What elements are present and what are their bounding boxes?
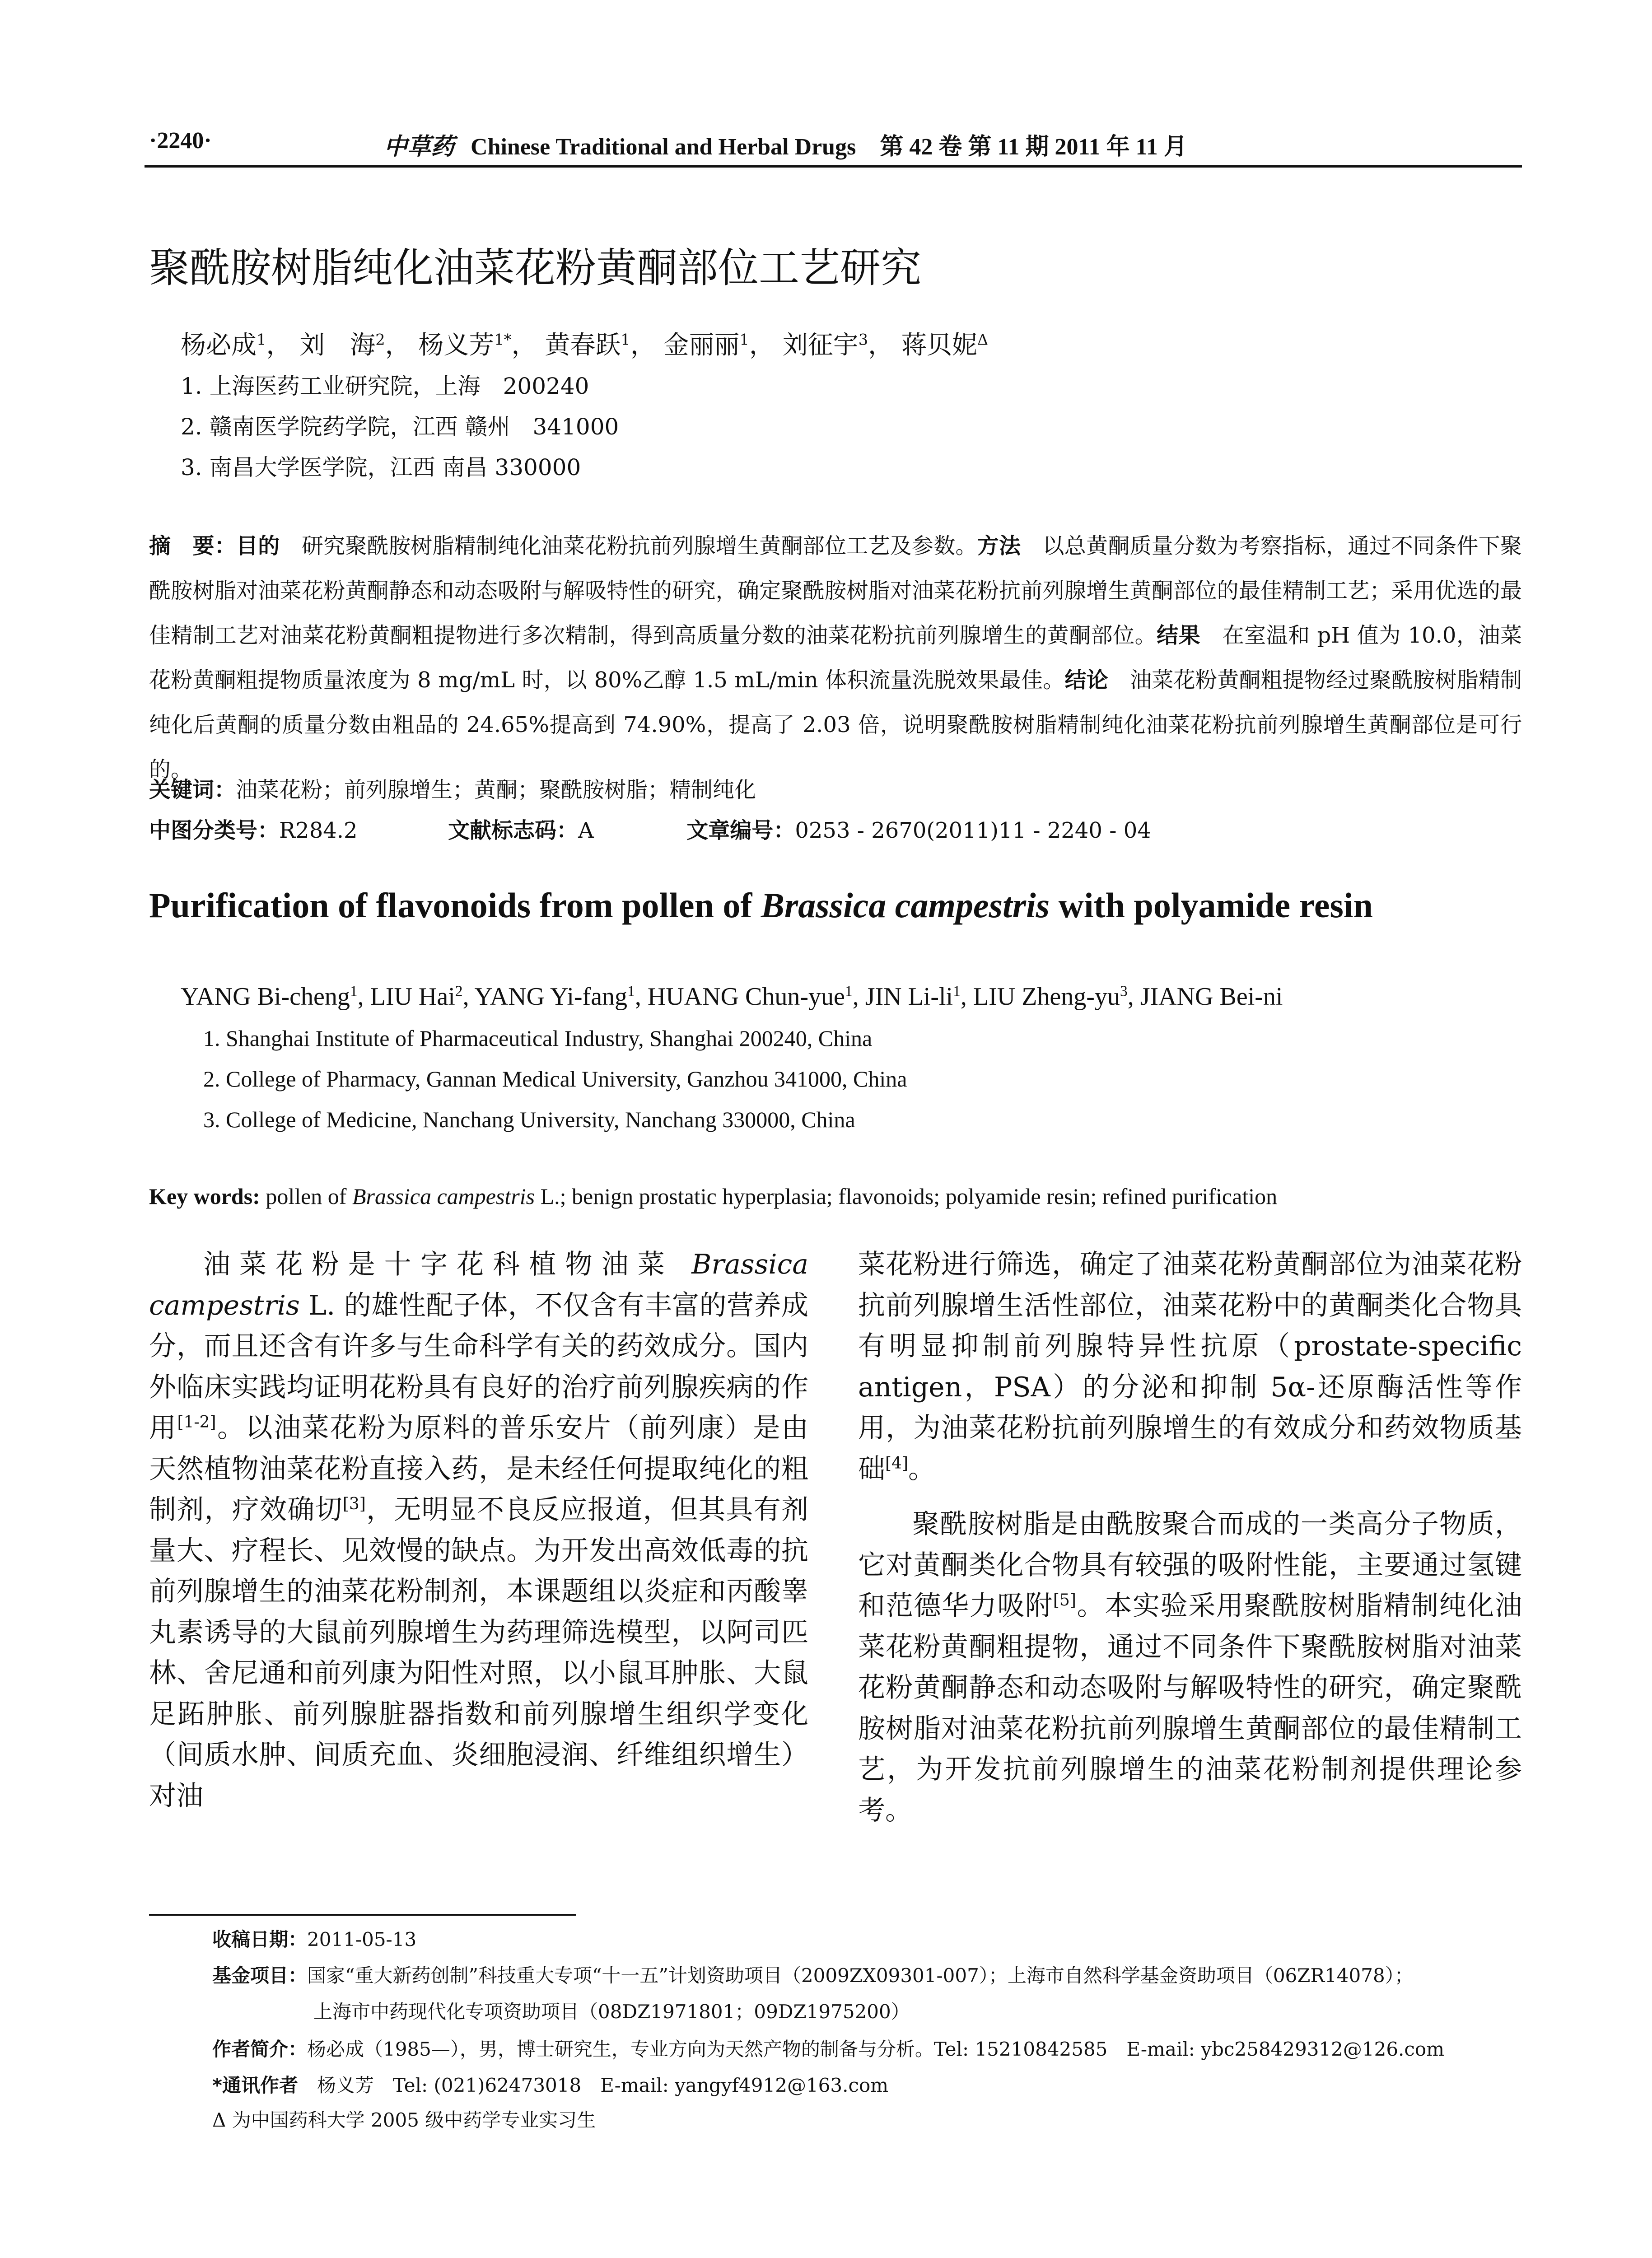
copyright-strip — [0, 2256, 1265, 2258]
keywords-cn: 关键词：油菜花粉；前列腺增生；黄酮；聚酰胺树脂；精制纯化 — [149, 777, 756, 802]
author: YANG Bi-cheng — [181, 983, 350, 1011]
title-en: Purification of flavonoids from pollen of Brassica campestris with polyamide resin — [149, 886, 1373, 925]
author: JIN Li-li — [865, 983, 953, 1011]
classification-line: 中图分类号：R284.2 文献标志码：A 文章编号：0253 - 2670(2011)11 - 2240 - 04 — [149, 818, 1151, 843]
journal-name — [384, 127, 1187, 161]
body-column-right — [858, 1244, 1522, 1831]
affiliation-cn: 3. 南昌大学医学院，江西 南昌 330000 — [181, 454, 581, 481]
author: 蒋贝妮 — [901, 331, 977, 360]
body-paragraph: 油菜花粉是十字花科植物油菜 Brassica campestris L. 的雄性配子体，不仅含有丰富的营养成分，而且还含有许多与生命科学有关的药效成分。国内外临床实践均证明花粉具有良好的治疗前列腺疾病的作用[1-2]。以油菜花粉为原料的普乐安片（前列康）是由天然植物油菜花粉直接入药，是未经任何提取纯化的粗制剂，疗效确切[3]，无明显不良反应报道，但其具有剂量大、疗程长、见效慢的缺点。为开发出高效低毒的抗前列腺增生的油菜花粉制剂，本课题组以炎症和丙酸睾丸素诱导的大鼠前列腺增生为药理筛选模型，以阿司匹林、舍尼通和前列康为阳性对照，以小鼠耳肿胀、大鼠足跖肿胀、前列腺脏器指数和前列腺增生组织学变化（间质水肿、间质充血、炎细胞浸润、纤维组织增生）对油 — [149, 1249, 809, 1812]
author: YANG Yi-fang — [474, 983, 628, 1011]
footnote-received: 收稿日期：2011-05-13 — [212, 1928, 417, 1950]
footnote-corresponding: *通讯作者 杨义芳 Tel: (021)62473018 E-mail: yangyf4912@163.com — [212, 2074, 889, 2096]
body-paragraph: 聚酰胺树脂是由酰胺聚合而成的一类高分子物质，它对黄酮类化合物具有较强的吸附性能，主要通过氢键和范德华力吸附[5]。本实验采用聚酰胺树脂精制纯化油菜花粉黄酮粗提物，通过不同条件下聚酰胺树脂对油菜花粉黄酮静态和动态吸附与解吸特性的研究，确定聚酰胺树脂对油菜花粉抗前列腺增生黄酮部位的最佳精制工艺，为开发抗前列腺增生的油菜花粉制剂提供理论参考。 — [858, 1508, 1522, 1826]
author: JIANG Bei-ni — [1140, 983, 1283, 1011]
body-paragraph: 菜花粉进行筛选，确定了油菜花粉黄酮部位为油菜花粉抗前列腺增生活性部位，油菜花粉中的黄酮类化合物具有明显抑制前列腺特异性抗原（prostate-specific antigen，PSA）的分泌和抑制 5α-还原酶活性等作用，为油菜花粉抗前列腺增生的有效成分和药效物质基础[4]。 — [858, 1249, 1522, 1485]
author: 黄春跃 — [545, 331, 621, 360]
footnote-delta: Δ 为中国药科大学 2005 级中药学专业实习生 — [212, 2109, 596, 2131]
journal-name-cn: 中草药 — [384, 133, 455, 160]
affiliation-cn: 2. 赣南医学院药学院，江西 赣州 341000 — [181, 414, 619, 440]
affiliation-en: 2. College of Pharmacy, Gannan Medical University, Ganzhou 341000, China — [203, 1066, 907, 1092]
authors-en: YANG Bi-cheng$^1$, LIU Hai$^2$, YANG Yi-fang$^1$, HUANG Chun-yue$^1$, JIN $Li-li^1$, LIU Zheng-$yu^3$, JIANG Bei-ni — [181, 983, 1283, 1011]
authors-cn: 杨必成$^1$， 刘 海$^2$， 杨义芳$^{1*}$， 黄春跃$^1$， 金丽丽$^1$， 刘征宇$^3$， 蒋贝妮$^\Delta$ — [181, 331, 989, 360]
affiliation-en: 3. College of Medicine, Nanchang University, Nanchang 330000, China — [203, 1107, 855, 1132]
author: 杨必成 — [181, 331, 257, 360]
abstract-cn: 摘 要：目的 研究聚酰胺树脂精制纯化油菜花粉抗前列腺增生黄酮部位工艺及参数。方法 以总黄酮质量分数为考察指标，通过不同条件下聚酰胺树脂对油菜花粉黄酮静态和动态吸附与解吸特性的研究，确定聚酰胺树脂对油菜花粉抗前列腺增生黄酮部位的最佳精制工艺；采用优选的最佳精制工艺对油菜花粉黄酮粗提物进行多次精制，得到高质量分数的油菜花粉抗前列腺增生的黄酮部位。结果 在室温和 pH 值为 10.0，油菜花粉黄酮粗提物质量浓度为 8 mg/mL 时，以 80%乙醇 1.5 mL/min 体积流量洗脱效果最佳。结论 油菜花粉黄酮粗提物经过聚酰胺树脂精制纯化后黄酮的质量分数由粗品的 24.65%提高到 74.90%，提高了 2.03 倍，说明聚酰胺树脂精制纯化油菜花粉抗前列腺增生黄酮部位是可行的。 — [149, 533, 1522, 782]
affiliation-cn: 1. 上海医药工业研究院，上海 200240 — [181, 373, 589, 399]
author: LIU Zheng-yu — [973, 983, 1120, 1011]
header-rule — [145, 165, 1522, 168]
footnote-rule — [149, 1914, 576, 1916]
footnote-fund-cont: 上海市中药现代化专项资助项目（08DZ1971801；09DZ1975200） — [313, 2001, 910, 2023]
running-header — [149, 127, 1522, 163]
abstract-label: 摘 要： — [149, 533, 237, 559]
journal-name-en: Chinese Traditional and Herbal Drugs — [471, 134, 856, 160]
footnote-fund: 基金项目：国家“重大新药创制”科技重大专项“十一五”计划资助项目（2009ZX09301-007）；上海市自然科学基金资助项目（06ZR14078）； — [212, 1964, 1414, 1987]
body-column-left — [149, 1244, 808, 1816]
page-number: ·2240· — [149, 128, 212, 154]
keywords-en: Key words: pollen of Brassica campestris L.; benign prostatic hyperplasia; flavonoids; polyamide resin; refined purification — [149, 1184, 1278, 1209]
affiliation-en: 1. Shanghai Institute of Pharmaceutical Industry, Shanghai 200240, China — [203, 1026, 873, 1051]
author: 刘 海 — [299, 331, 376, 360]
footnote-author: 作者简介：杨必成（1985—），男，博士研究生，专业方向为天然产物的制备与分析。Tel: 15210842585 E-mail: ybc258429312@126.com — [212, 2038, 1445, 2060]
author: 杨义芳 — [418, 331, 495, 360]
title-cn: 聚酰胺树脂纯化油菜花粉黄酮部位工艺研究 — [149, 244, 921, 292]
author: 刘征宇 — [782, 331, 859, 360]
author: HUANG Chun-yue — [647, 983, 845, 1011]
issue-info: 第 42 卷 第 11 期 2011 年 11 月 — [880, 134, 1187, 160]
author: 金丽丽 — [663, 331, 740, 360]
author: LIU Hai — [370, 983, 455, 1011]
